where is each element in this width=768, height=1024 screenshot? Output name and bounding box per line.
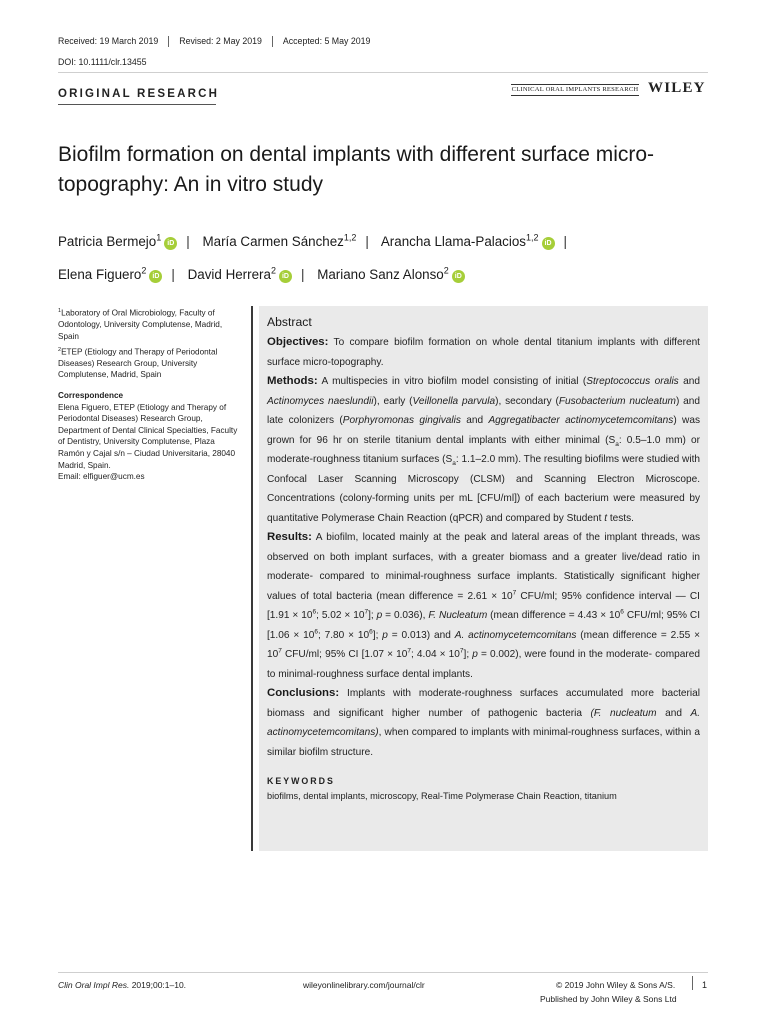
affiliations-column xyxy=(58,306,240,483)
abstract-results: Results: A biofilm, located mainly at the peak and lateral areas of the implant threads, was observed on both implant surfaces, with a greater biomass and a greater live/dead ratio in moderate- compared to minimal-roughness surface implants. Statistically significant higher values of total bacteria (mean difference = $2.61 \times 10^7$ CFU/ml; 95% confidence interval — CI [$1.91 \times 10^6$; $5.02 \times 10^7$]; p = 0.036), F. Nucleatum (mean difference = $4.43 \times 10^6$ CFU/ml; 95% CI [$1.06 \times 10^6$; $7.80 \times 10^6$]; p = 0.013) and A. actinomycetemcomitans (mean difference = $2.55 \times 10^7$ CFU/ml; 95% CI [$1.07 \times 10^7$; $4.04 \times 10^7$]; p = 0.002), were found in the moderate- compared to minimal-roughness surface dental implants. xyxy=(267,531,701,680)
journal-logo: CLINICAL ORAL IMPLANTS RESEARCH xyxy=(511,84,639,96)
author: Mariano Sanz Alonso$^2$ xyxy=(317,265,449,282)
footer-publisher: Published by John Wiley & Sons Ltd xyxy=(540,994,677,1004)
orcid-icon[interactable]: iD xyxy=(452,270,465,283)
orcid-icon[interactable]: iD xyxy=(542,237,555,250)
author: María Carmen Sánchez$^{1,2}$ xyxy=(202,233,357,250)
abstract-rule xyxy=(251,306,253,851)
affiliation-1: $^1$Laboratory of Oral Microbiology, Faculty of Odontology, University Complutense, Madrid, Spain xyxy=(58,308,223,341)
page-number: 1 xyxy=(702,980,708,990)
orcid-icon[interactable]: iD xyxy=(279,270,292,283)
section-underline xyxy=(58,104,216,105)
abstract-conclusions: Conclusions: Implants with moderate-roughness surfaces accumulated more bacterial biomass and significant higher number of pathogenic bacteria (F. nucleatum and A. actinomycetemcomitans), when compared to implants with minimal-roughness surfaces, within a similar biofilm structure. xyxy=(267,687,701,758)
author: David Herrera$^2$ xyxy=(187,265,276,282)
orcid-icon[interactable]: iD xyxy=(164,237,177,250)
author: Patricia Bermejo$^1$ xyxy=(58,233,162,250)
revised-date: Revised: 2 May 2019 xyxy=(168,36,272,47)
correspondence-heading: Correspondence xyxy=(58,391,124,401)
received-date: Received: 19 March 2019 xyxy=(58,36,159,46)
keywords-list: biofilms, dental implants, microscopy, Real-Time Polymerase Chain Reaction, titanium xyxy=(267,791,617,801)
keywords-heading: KEYWORDS xyxy=(267,776,335,786)
publisher-logo: WILEY xyxy=(648,80,706,96)
orcid-icon[interactable]: iD xyxy=(149,270,162,283)
header-divider xyxy=(58,72,708,73)
correspondence-address: Elena Figuero, ETEP (Etiology and Therapy of Periodontal Diseases) Research Group, Department of Dental Clinical Specialties, Faculty of Dentistry, University Complutense, Plaza Ramón y Cajal s/n – Ciudad Universitaria, 28040 Madrid, Spain. xyxy=(58,402,238,470)
article-title: Biofilm formation on dental implants with different surface micro-topography: An in vitro study xyxy=(58,143,655,196)
section-label: ORIGINAL RESEARCH xyxy=(58,88,220,100)
footer-divider xyxy=(58,972,708,973)
author: Elena Figuero$^2$ xyxy=(58,265,147,282)
footer-journal-url[interactable]: wileyonlinelibrary.com/journal/clr xyxy=(303,980,425,990)
accepted-date: Accepted: 5 May 2019 xyxy=(272,36,381,47)
abstract-objectives: Objectives: To compare biofilm formation on whole dental titanium implants with different surface micro-topography. xyxy=(267,336,700,368)
author: Arancha Llama-Palacios$^{1,2}$ xyxy=(380,233,539,250)
author-list: Patricia Bermejo$^1$iD | María Carmen Sánchez$^{1,2}$ | Arancha Llama-Palacios$^{1,2}$iD | Elena Figuero$^2$iD | David Herrera$^2$iD | Mariano Sanz Alonso$^2$iD xyxy=(58,233,567,282)
abstract-box xyxy=(259,306,708,851)
publication-dates xyxy=(58,36,380,47)
affiliation-2: $^2$ETEP (Etiology and Therapy of Periodontal Diseases) Research Group, University Complutense, Madrid, Spain xyxy=(58,346,218,380)
abstract-heading: Abstract xyxy=(267,315,312,329)
footer-citation: Clin Oral Impl Res. 2019;00:1–10. xyxy=(58,980,187,990)
doi: DOI: 10.1111/clr.13455 xyxy=(58,57,147,67)
correspondence-email[interactable]: Email: elfiguer@ucm.es xyxy=(58,472,145,482)
page-number-divider xyxy=(692,976,693,990)
abstract-methods: Methods: A multispecies in vitro biofilm model consisting of initial (Streptococcus oralis and Actinomyces naeslundii), early (Veillonella parvula), secondary (Fusobacterium nucleatum) and late colonizers (Porphyromonas gingivalis and Aggregatibacter actinomycetemcomitans) was grown for 96 hr on sterile titanium dental implants with either minimal ($S_a$: 0.5–1.0 mm) or moderate-roughness titanium surfaces ($S_a$: 1.1–2.0 mm). The resulting biofilms were studied with Confocal Laser Scanning Microscopy (CLSM) and Scanning Electron Microscope. Concentrations (colony-forming units per mL [CFU/ml]) of each bacterium were measured by quantitative Polymerase Chain Reaction (qPCR) and compared by Student t tests. xyxy=(267,375,701,524)
footer-copyright: © 2019 John Wiley & Sons A/S. xyxy=(556,980,676,990)
